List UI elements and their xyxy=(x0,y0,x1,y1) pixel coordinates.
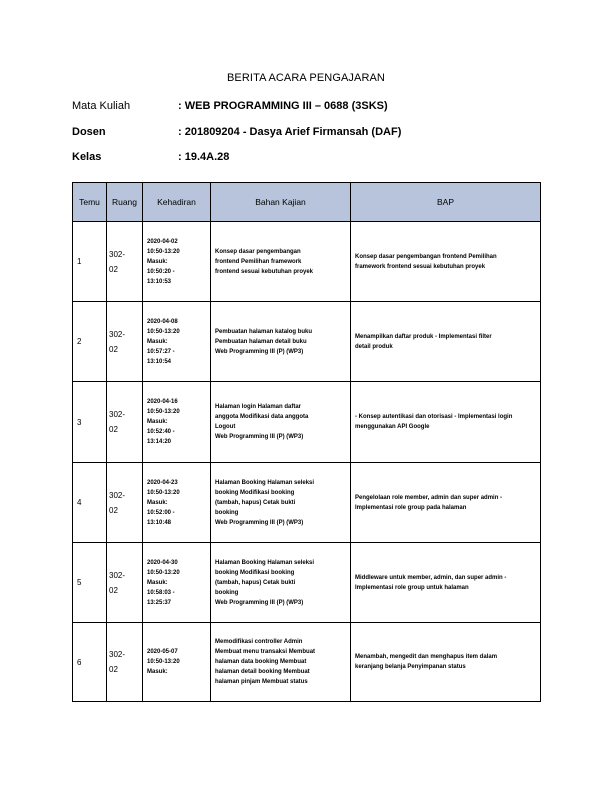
cell-kehadiran: 2020-04-16 10:50-13:20 Masuk: 10:52:40 - 13:14:20 xyxy=(143,382,211,463)
cell-bap: Pengelolaan role member, admin dan super admin - Implementasi role group pada halaman xyxy=(351,463,541,543)
cell-temu: 2 xyxy=(73,302,107,382)
cell-temu: 6 xyxy=(73,623,107,702)
meta-value: : 19.4A.28 xyxy=(178,151,230,163)
table-row xyxy=(73,222,541,302)
cell-bap: Menampilkan daftar produk - Implementasi filter detail produk xyxy=(351,302,541,382)
table-row xyxy=(73,623,541,702)
cell-ruang: 302- 02 xyxy=(107,543,143,623)
meta-value: : 201809204 - Dasya Arief Firmansah (DAF) xyxy=(178,126,402,138)
cell-bap: Konsep dasar pengembangan frontend Pemilihan framework frontend sesuai kebutuhan proyek xyxy=(351,222,541,302)
table-row xyxy=(73,463,541,543)
cell-kehadiran: 2020-04-02 10:50-13:20 Masuk: 10:50:20 - 13:10:53 xyxy=(143,222,211,302)
cell-temu: 1 xyxy=(73,222,107,302)
meta-label: Dosen xyxy=(72,126,106,138)
cell-bap: Menambah, mengedit dan menghapus item dalam keranjang belanja Penyimpanan status xyxy=(351,623,541,702)
cell-ruang: 302- 02 xyxy=(107,302,143,382)
cell-kehadiran: 2020-04-30 10:50-13:20 Masuk: 10:58:03 - 13:25:37 xyxy=(143,543,211,623)
header-bap: BAP xyxy=(351,183,541,222)
cell-ruang: 302- 02 xyxy=(107,623,143,702)
cell-bahan-kajian: Pembuatan halaman katalog buku Pembuatan halaman detail buku Web Programming III (P) (WP3) xyxy=(211,302,351,382)
cell-ruang: 302- 02 xyxy=(107,222,143,302)
cell-bahan-kajian: Halaman login Halaman daftar anggota Modifikasi data anggota Logout Web Programming III (P) (WP3) xyxy=(211,382,351,463)
cell-bahan-kajian: Memodifikasi controller Admin Membuat menu transaksi Membuat halaman data booking Membuat halaman detail booking Membuat halaman pinjam Membuat status xyxy=(211,623,351,702)
cell-temu: 5 xyxy=(73,543,107,623)
cell-ruang: 302- 02 xyxy=(107,382,143,463)
cell-bap: Middleware untuk member, admin, dan super admin - Implementasi role group untuk halaman xyxy=(351,543,541,623)
header-bahan-kajian: Bahan Kajian xyxy=(211,183,351,222)
cell-bap: - Konsep autentikasi dan otorisasi - Implementasi login menggunakan API Google xyxy=(351,382,541,463)
cell-kehadiran: 2020-04-23 10:50-13:20 Masuk: 10:52:00 - 13:10:48 xyxy=(143,463,211,543)
cell-kehadiran: 2020-05-07 10:50-13:20 Masuk: xyxy=(143,623,211,702)
meta-label: Kelas xyxy=(72,151,102,163)
cell-temu: 3 xyxy=(73,382,107,463)
cell-ruang: 302- 02 xyxy=(107,463,143,543)
table-row xyxy=(73,543,541,623)
header-temu: Temu xyxy=(73,183,107,222)
table-row xyxy=(73,382,541,463)
cell-temu: 4 xyxy=(73,463,107,543)
header-kehadiran: Kehadiran xyxy=(143,183,211,222)
document-title: BERITA ACARA PENGAJARAN xyxy=(227,72,385,84)
meta-label: Mata Kuliah xyxy=(72,100,131,112)
cell-kehadiran: 2020-04-08 10:50-13:20 Masuk: 10:57:27 - 13:10:54 xyxy=(143,302,211,382)
teaching-record-table xyxy=(72,182,541,702)
cell-bahan-kajian: Halaman Booking Halaman seleksi booking Modifikasi booking (tambah, hapus) Cetak bukti booking Web Programming III (P) (WP3) xyxy=(211,543,351,623)
header-ruang: Ruang xyxy=(107,183,143,222)
cell-bahan-kajian: Halaman Booking Halaman seleksi booking Modifikasi booking (tambah, hapus) Cetak bukti booking Web Programming III (P) (WP3) xyxy=(211,463,351,543)
cell-bahan-kajian: Konsep dasar pengembangan frontend Pemilihan framework frontend sesuai kebutuhan proyek xyxy=(211,222,351,302)
table-header-row xyxy=(73,183,541,222)
table-row xyxy=(73,302,541,382)
meta-value: : WEB PROGRAMMING III – 0688 (3SKS) xyxy=(178,100,388,112)
